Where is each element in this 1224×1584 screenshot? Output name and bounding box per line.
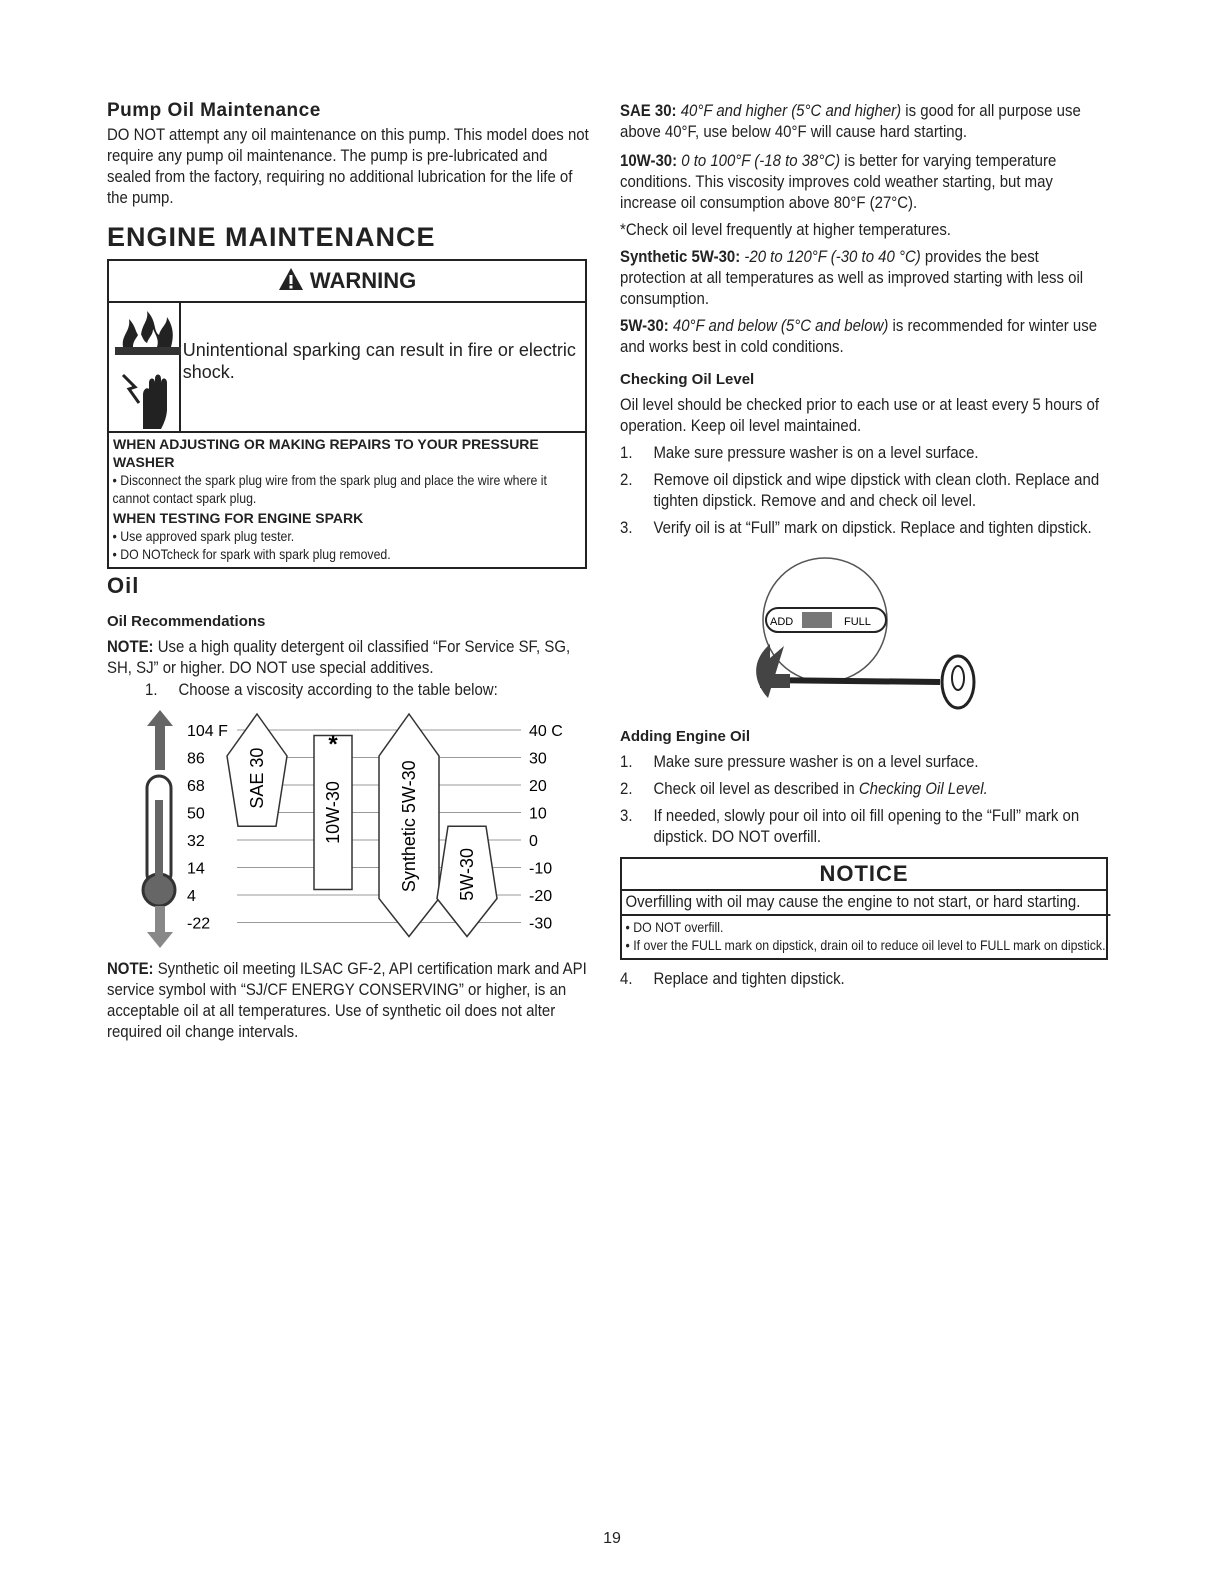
step-text: Replace and tighten dipstick.	[653, 969, 845, 988]
warning-item-text: Use approved spark plug tester.	[120, 528, 295, 544]
warning-title: WARNING	[309, 268, 417, 293]
sae30-paragraph	[620, 100, 1107, 142]
synthetic-range: -20 to 120°F (-30 to 40 °C)	[740, 247, 921, 266]
5w30-paragraph	[620, 315, 1107, 357]
viscosity-bar-label: 5W-30	[457, 848, 477, 901]
oil-note	[107, 636, 594, 678]
f-tick-label: 86	[187, 750, 205, 768]
note-label: NOTE:	[107, 637, 154, 656]
step-number: 3.	[620, 806, 633, 825]
step-number: 3.	[620, 518, 633, 537]
synthetic-text: provides the best protection at all temperatures as well as improved starting with less oil consumption.	[620, 247, 1084, 308]
star-note: *Check oil level frequently at higher temperatures.	[620, 220, 951, 239]
warning-header	[109, 261, 585, 303]
pump-maintenance-body: DO NOT attempt any oil maintenance on this pump. This model does not require any pump oil maintenance. The pump is pre-lubricated and sealed from the factory, requiring no additional lubrication for the life of the pump.	[107, 125, 589, 207]
sae30-text: is good for all purpose use above 40°F, use below 40°F will cause hard starting.	[620, 101, 1081, 141]
arrow-down-icon	[147, 932, 173, 948]
c-tick-label: -10	[529, 860, 553, 878]
oil-recommendations-title: Oil Recommendations	[107, 613, 266, 630]
c-tick-label: -20	[529, 888, 553, 905]
notice-item: • If over the FULL mark on dipstick, drain oil to reduce oil level to FULL mark on dipstick.	[625, 937, 1106, 953]
dipstick-full-label: FULL	[844, 616, 871, 628]
oil-step-1	[145, 679, 632, 700]
step-text: Choose a viscosity according to the table below:	[178, 680, 498, 699]
step-number: 1.	[620, 752, 633, 771]
chart-annotation: *	[328, 731, 338, 758]
checking-step-1	[620, 442, 1107, 463]
adding-step-2	[620, 778, 1107, 799]
dipstick-add-label: ADD	[770, 616, 794, 628]
pump-maintenance-title: Pump Oil Maintenance	[107, 100, 321, 121]
viscosity-bar-label: 10W-30	[323, 781, 343, 844]
10w30-range: 0 to 100°F (-18 to 38°C)	[677, 151, 841, 170]
notice-item-text: DO NOT overfill.	[633, 919, 724, 935]
warning-section1-title: WHEN ADJUSTING OR MAKING REPAIRS TO YOUR PRESSURE WASHER	[113, 436, 539, 470]
c-tick-label: 0	[529, 833, 538, 850]
viscosity-chart	[137, 710, 607, 950]
oil-note-2	[107, 958, 594, 1042]
right-column	[620, 100, 1110, 989]
synthetic-label: Synthetic 5W-30:	[620, 247, 741, 266]
step-reference: Checking Oil Level.	[858, 779, 988, 798]
5w30-range: 40°F and below (5°C and below)	[668, 316, 889, 335]
arrow-down-icon	[155, 906, 165, 936]
warning-hazard-row	[109, 303, 585, 433]
thermometer-fill	[155, 800, 163, 885]
adding-oil-title: Adding Engine Oil	[620, 728, 750, 745]
f-tick-label: 14	[187, 860, 205, 878]
warning-text: Unintentional sparking can result in fire or electric shock.	[182, 340, 576, 382]
f-tick-label: -22	[187, 915, 211, 933]
warning-item-text: Disconnect the spark plug wire from the spark plug and place the wire where it cannot contact spark plug.	[112, 472, 547, 506]
warning-item-text: DO NOTcheck for spark with spark plug removed.	[120, 546, 391, 562]
checking-oil-intro: Oil level should be checked prior to each use or at least every 5 hours of operation. Keep oil level maintained.	[620, 395, 1099, 435]
step-number: 4.	[620, 969, 633, 988]
10w30-text: is better for varying temperature conditions. This viscosity improves cold weather starting, but may increase oil consumption above 80°F (27°C).	[620, 151, 1057, 212]
notice-title: NOTICE	[622, 859, 1106, 891]
f-tick-label: 4	[187, 888, 196, 905]
step-text: Make sure pressure washer is on a level surface.	[653, 752, 979, 771]
warning-section2-item: • Use approved spark plug tester.	[112, 528, 295, 544]
step-text: Verify oil is at “Full” mark on dipstick. Replace and tighten dipstick.	[653, 518, 1092, 537]
page-number: 19	[603, 1530, 621, 1547]
5w30-label: 5W-30:	[620, 316, 669, 335]
c-tick-label: 10	[529, 805, 547, 823]
step-number: 1.	[145, 680, 158, 699]
arrow-icon	[756, 644, 784, 698]
step-text: Remove oil dipstick and wipe dipstick with clean cloth. Replace and tighten dipstick. Remove and and check oil level.	[653, 470, 1100, 510]
note-text: Use a high quality detergent oil classified “For Service SF, SG, SH, SJ” or higher. DO NOT use special additives.	[107, 637, 571, 677]
warning-section1-item: • Disconnect the spark plug wire from the spark plug and place the wire where it cannot contact spark plug.	[112, 472, 547, 506]
adding-step-1	[620, 751, 1107, 772]
warning-section2-item: • DO NOTcheck for spark with spark plug removed.	[112, 546, 391, 562]
fire-icon	[113, 307, 183, 367]
warning-section2-title: WHEN TESTING FOR ENGINE SPARK	[113, 510, 364, 526]
arrow-up-icon	[155, 722, 165, 770]
synthetic-paragraph	[620, 246, 1107, 309]
step-number: 2.	[620, 470, 633, 489]
sae30-label: SAE 30:	[620, 101, 677, 120]
hazard-icons	[109, 303, 181, 431]
checking-step-2	[620, 469, 1107, 511]
notice-item: • DO NOT overfill.	[625, 919, 724, 935]
notice-item-text: If over the FULL mark on dipstick, drain oil to reduce oil level to FULL mark on dipstick.	[633, 937, 1106, 953]
5w30-text: is recommended for winter use and works best in cold conditions.	[620, 316, 1098, 356]
adding-step-3	[620, 805, 1107, 847]
dipstick-illustration	[740, 548, 1000, 718]
electric-shock-icon	[121, 365, 177, 429]
left-column	[107, 100, 597, 1042]
viscosity-bar-label: SAE 30	[247, 747, 267, 809]
step-number: 2.	[620, 779, 633, 798]
warning-triangle-icon	[278, 267, 304, 291]
oil-title: Oil	[107, 573, 140, 598]
checking-step-3	[620, 517, 1107, 538]
note-text: Synthetic oil meeting ILSAC GF-2, API certification mark and API service symbol with “SJ/CF ENERGY CONSERVING” or higher, is an acceptable oil at all temperatures. Use of synthetic oil does not alter required oil change intervals.	[107, 959, 587, 1041]
notice-text: Overfilling with oil may cause the engine to not start, or hard starting.	[622, 891, 1110, 916]
f-tick-label: 50	[187, 805, 205, 823]
adding-step-4	[620, 968, 1107, 989]
c-tick-label: 40 C	[529, 723, 563, 740]
sae30-range: 40°F and higher (5°C and higher)	[676, 101, 902, 120]
c-tick-label: -30	[529, 915, 553, 933]
dipstick-cap-icon	[942, 656, 974, 708]
engine-maintenance-title: ENGINE MAINTENANCE	[107, 222, 436, 252]
note-label: NOTE:	[107, 959, 154, 978]
arrow-up-icon	[147, 710, 173, 726]
f-tick-label: 68	[187, 778, 205, 795]
f-tick-label: 32	[187, 833, 205, 850]
c-tick-label: 30	[529, 750, 547, 768]
notice-box	[620, 857, 1108, 960]
step-number: 1.	[620, 443, 633, 462]
checking-oil-title: Checking Oil Level	[620, 371, 755, 388]
warning-box	[107, 259, 587, 569]
c-tick-label: 20	[529, 778, 547, 795]
f-tick-label: 104 F	[187, 723, 228, 740]
step-text: Check oil level as described in	[653, 779, 859, 798]
10w30-label: 10W-30:	[620, 151, 678, 170]
viscosity-bar-label: Synthetic 5W-30	[399, 760, 419, 893]
10w30-paragraph	[620, 150, 1107, 213]
step-text: Make sure pressure washer is on a level surface.	[653, 443, 979, 462]
step-text: If needed, slowly pour oil into oil fill opening to the “Full” mark on dipstick. DO NOT overfill.	[653, 806, 1080, 846]
